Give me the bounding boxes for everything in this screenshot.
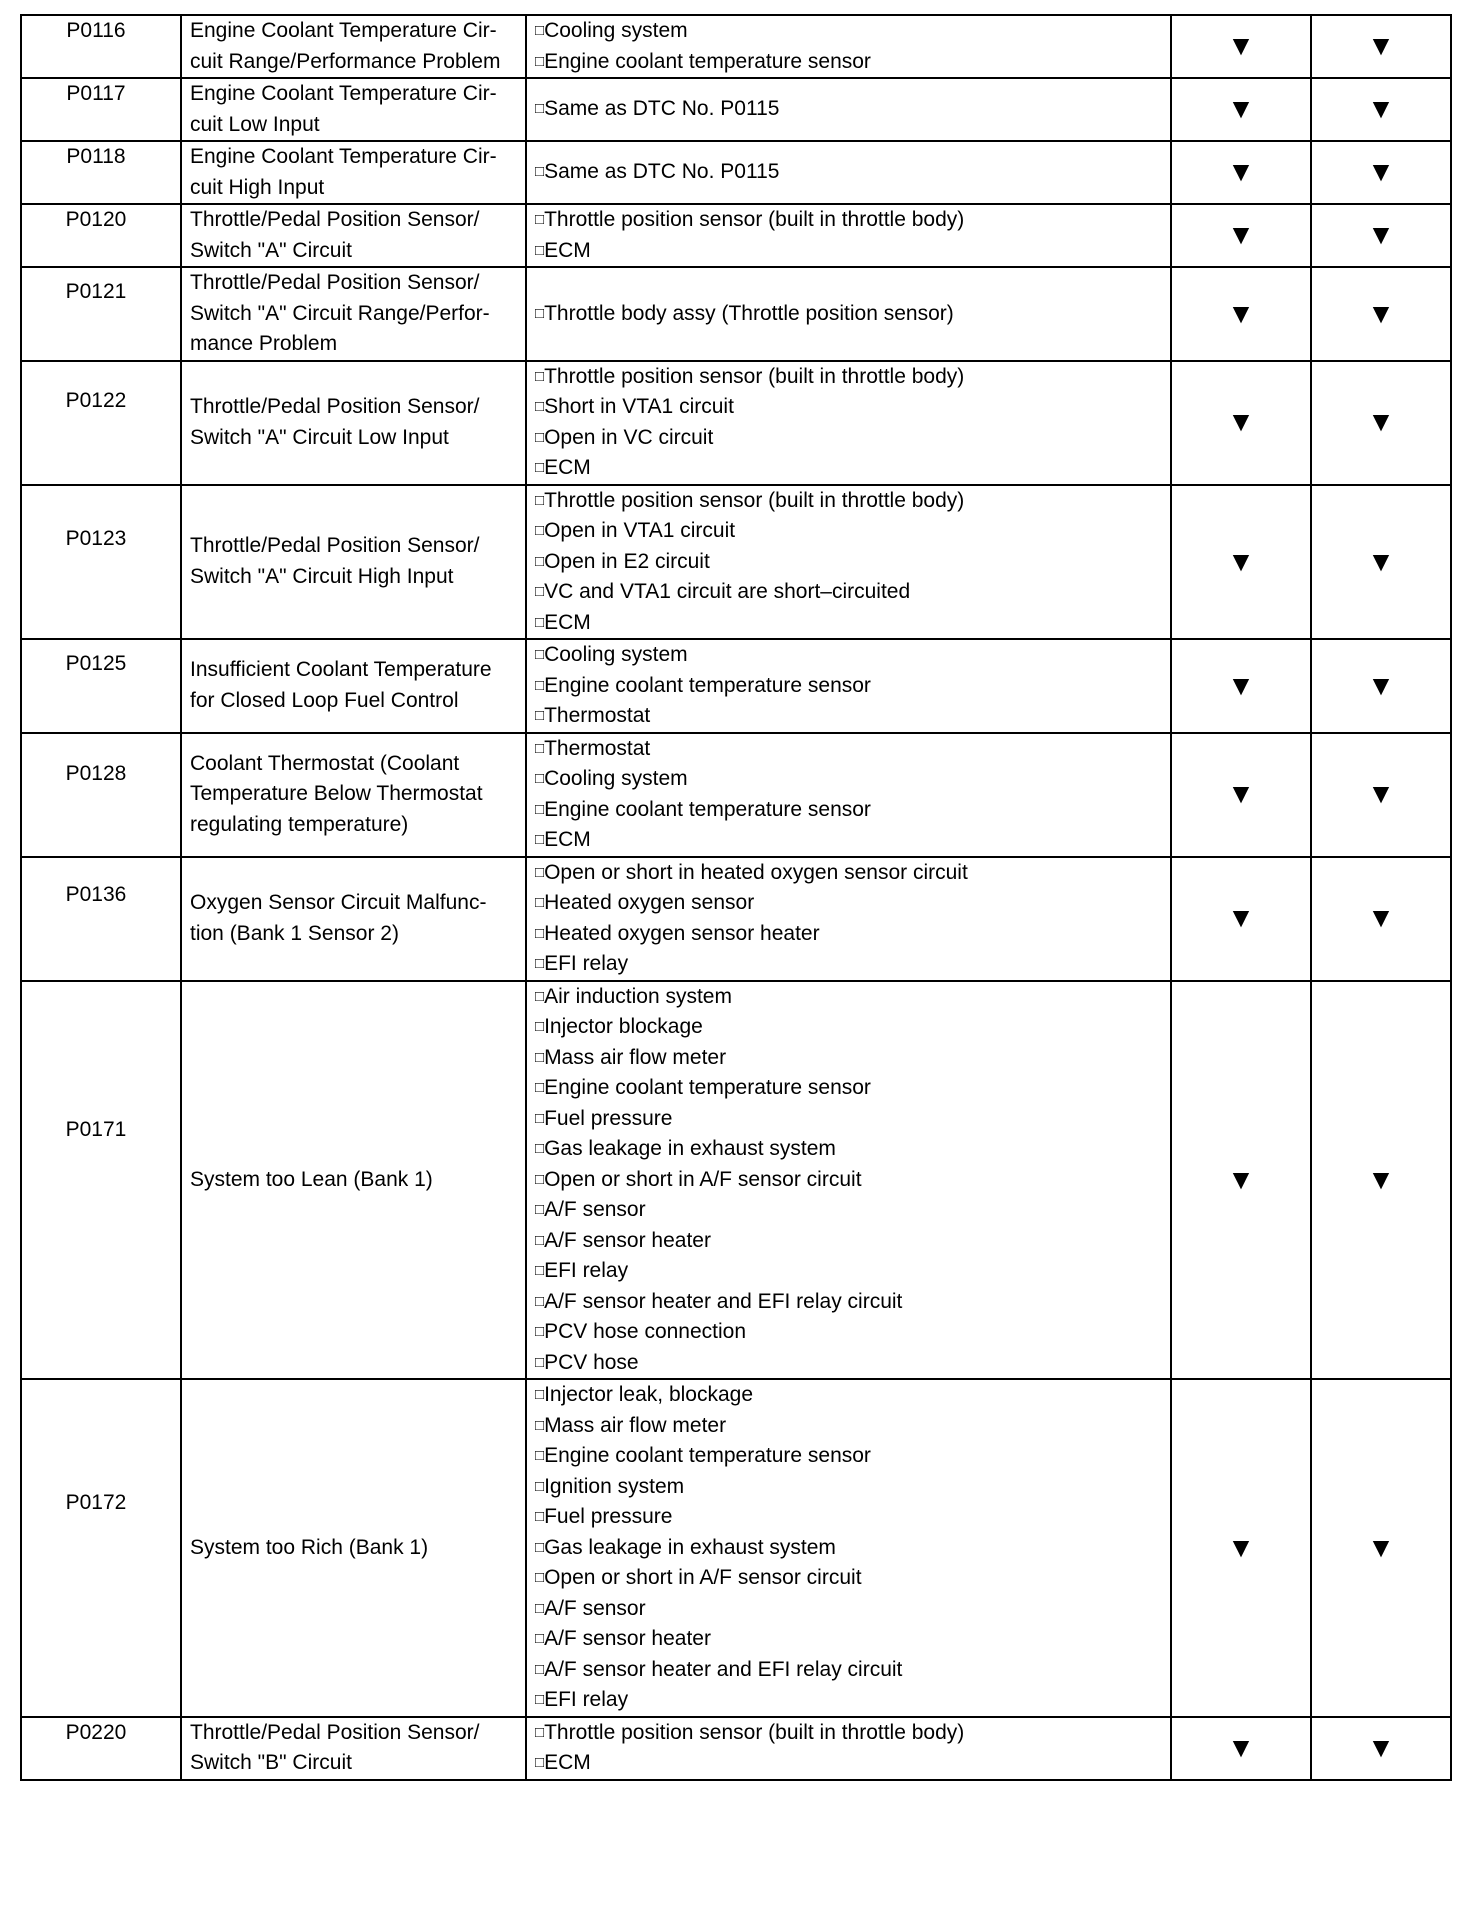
dtc-code-cell (21, 981, 181, 1380)
trouble-area-list (526, 733, 1171, 857)
bullet-box-icon: □ (535, 1353, 545, 1371)
dtc-code-cell (21, 204, 181, 267)
bullet-box-icon: □ (535, 613, 545, 631)
description-line: Throttle/Pedal Position Sensor/ (190, 271, 480, 294)
bullet-box-icon: □ (535, 1292, 545, 1310)
dtc-code: P0117 (66, 82, 126, 105)
trouble-area-text: Mass air flow meter (544, 1045, 727, 1069)
trouble-area-text: Heated oxygen sensor heater (544, 921, 820, 945)
trouble-area-text: A/F sensor heater and EFI relay circuit (544, 1289, 903, 1313)
trouble-area-list (526, 204, 1171, 267)
bullet-box-icon: □ (535, 800, 545, 818)
dtc-code: P0128 (65, 761, 127, 785)
description-line: regulating temperature) (190, 812, 409, 836)
table-row (21, 267, 1451, 361)
bullet-box-icon: □ (535, 241, 545, 259)
dtc-code-cell (21, 857, 181, 981)
description-line: mance Problem (190, 332, 338, 355)
triangle-down-icon: ▼ (1311, 857, 1451, 981)
trouble-area-text: Injector leak, blockage (544, 1383, 754, 1406)
trouble-area-text: Engine coolant temperature sensor (544, 673, 871, 697)
dtc-code-cell (21, 78, 181, 141)
table-row (21, 857, 1451, 981)
table-row (21, 1717, 1451, 1780)
dtc-code-cell (21, 485, 181, 640)
trouble-area-text: Same as DTC No. P0115 (544, 97, 780, 121)
description-line: for Closed Loop Fuel Control (190, 688, 459, 712)
trouble-area-list (526, 639, 1171, 733)
trouble-area-item (535, 825, 1170, 856)
triangle-down-icon: ▼ (1171, 267, 1311, 361)
dtc-description (181, 361, 526, 485)
trouble-area-item (535, 1256, 1170, 1287)
trouble-area-text: Ignition system (544, 1474, 685, 1498)
trouble-area-list (526, 361, 1171, 485)
bullet-box-icon: □ (535, 894, 545, 911)
triangle-down-icon: ▼ (1311, 15, 1451, 78)
trouble-area-item (535, 858, 1170, 889)
description-line: Switch "A" Circuit High Input (190, 564, 454, 588)
bullet-box-icon: □ (535, 676, 545, 694)
dtc-description (181, 204, 526, 267)
dtc-code-cell (21, 733, 181, 857)
trouble-area-list (526, 141, 1171, 204)
trouble-area-item (535, 982, 1170, 1013)
description-line: Throttle/Pedal Position Sensor/ (190, 1720, 480, 1744)
trouble-area-item (535, 1317, 1170, 1348)
trouble-area-text: EFI relay (544, 1259, 629, 1282)
trouble-area-text: Heated oxygen sensor (544, 891, 755, 914)
description-line: tion (Bank 1 Sensor 2) (190, 921, 399, 945)
trouble-area-text: ECM (544, 828, 591, 851)
bullet-box-icon: □ (535, 1170, 545, 1188)
trouble-area-item (535, 362, 1170, 393)
triangle-down-icon: ▼ (1171, 15, 1311, 78)
trouble-area-list (526, 15, 1171, 78)
bullet-box-icon: □ (535, 304, 545, 322)
trouble-area-text: ECM (544, 1751, 591, 1774)
bullet-box-icon: □ (535, 924, 545, 942)
trouble-area-item (535, 1472, 1170, 1503)
trouble-area-text: EFI relay (544, 952, 629, 975)
triangle-down-icon: ▼ (1311, 1379, 1451, 1717)
dtc-code: P0123 (65, 526, 127, 550)
triangle-down-icon: ▼ (1171, 733, 1311, 857)
dtc-code: P0122 (65, 389, 127, 412)
dtc-code: P0120 (65, 208, 127, 231)
trouble-area-item (535, 547, 1170, 578)
trouble-area-text: Same as DTC No. P0115 (544, 160, 780, 184)
dtc-code: P0136 (65, 882, 127, 906)
trouble-area-text: Engine coolant temperature sensor (544, 797, 871, 821)
trouble-area-text: EFI relay (544, 1688, 629, 1711)
bullet-box-icon: □ (535, 163, 545, 181)
dtc-table (20, 14, 1452, 1781)
trouble-area-item (535, 734, 1170, 765)
triangle-down-icon: ▼ (1311, 78, 1451, 141)
trouble-area-list (526, 1717, 1171, 1780)
trouble-area-text: Fuel pressure (544, 1505, 673, 1528)
bullet-box-icon: □ (535, 707, 545, 724)
trouble-area-text: Open in VTA1 circuit (544, 519, 736, 542)
triangle-down-icon: ▼ (1171, 485, 1311, 640)
bullet-box-icon: □ (535, 1447, 545, 1464)
table-row (21, 981, 1451, 1380)
trouble-area-item (535, 701, 1170, 732)
triangle-down-icon: ▼ (1311, 204, 1451, 267)
dtc-code-cell (21, 141, 181, 204)
description-line: Coolant Thermostat (Coolant (190, 751, 460, 775)
trouble-area-text: ECM (544, 456, 591, 479)
bullet-box-icon: □ (535, 987, 545, 1005)
bullet-box-icon: □ (535, 211, 545, 228)
bullet-box-icon: □ (535, 428, 545, 446)
trouble-area-item (535, 47, 1170, 78)
dtc-description (181, 485, 526, 640)
trouble-area-text: Throttle position sensor (built in throttle body) (544, 364, 965, 388)
trouble-area-list (526, 267, 1171, 361)
bullet-box-icon: □ (535, 1538, 545, 1556)
dtc-code: P0121 (65, 280, 127, 303)
trouble-area-item (535, 1685, 1170, 1716)
dtc-code-cell (21, 1379, 181, 1717)
description-line: cuit High Input (190, 175, 325, 199)
description-line: Engine Coolant Temperature Cir- (190, 19, 497, 42)
trouble-area-item (535, 1563, 1170, 1594)
trouble-area-item (535, 486, 1170, 517)
trouble-area-item (535, 392, 1170, 423)
trouble-area-text: A/F sensor (544, 1596, 646, 1620)
trouble-area-text: Fuel pressure (544, 1106, 673, 1130)
dtc-description (181, 1717, 526, 1780)
description-line: System too Rich (Bank 1) (190, 1535, 429, 1559)
trouble-area-text: Throttle position sensor (built in throttle body) (544, 1720, 965, 1744)
bullet-box-icon: □ (535, 22, 545, 39)
triangle-down-icon: ▼ (1311, 485, 1451, 640)
trouble-area-item (535, 1594, 1170, 1625)
bullet-box-icon: □ (535, 491, 545, 509)
trouble-area-item (535, 516, 1170, 547)
bullet-box-icon: □ (535, 646, 545, 663)
bullet-box-icon: □ (535, 863, 545, 881)
triangle-down-icon: ▼ (1311, 361, 1451, 485)
dtc-description (181, 141, 526, 204)
bullet-box-icon: □ (535, 1386, 545, 1403)
trouble-area-item (535, 1226, 1170, 1257)
trouble-area-list (526, 981, 1171, 1380)
bullet-box-icon: □ (535, 52, 545, 70)
trouble-area-text: Open or short in heated oxygen sensor circuit (544, 860, 968, 884)
trouble-area-text: PCV hose (544, 1350, 639, 1374)
description-line: Switch "B" Circuit (190, 1751, 352, 1774)
bullet-box-icon: □ (535, 1140, 545, 1157)
trouble-area-text: A/F sensor (544, 1198, 646, 1221)
description-line: Temperature Below Thermostat (190, 782, 483, 806)
dtc-code: P0125 (65, 651, 127, 675)
trouble-area-item (535, 640, 1170, 671)
bullet-box-icon: □ (535, 1201, 545, 1218)
trouble-area-text: A/F sensor heater (544, 1228, 711, 1252)
table-row (21, 204, 1451, 267)
trouble-area-item (535, 1718, 1170, 1749)
trouble-area-item (535, 764, 1170, 795)
trouble-area-text: Short in VTA1 circuit (544, 395, 734, 418)
trouble-area-item (535, 1502, 1170, 1533)
trouble-area-item (535, 453, 1170, 484)
trouble-area-item (535, 671, 1170, 702)
dtc-description (181, 981, 526, 1380)
trouble-area-text: Throttle position sensor (built in throttle body) (544, 488, 965, 512)
trouble-area-text: Injector blockage (544, 1015, 703, 1038)
description-line: Throttle/Pedal Position Sensor/ (190, 208, 480, 231)
dtc-description (181, 267, 526, 361)
trouble-area-text: Throttle body assy (Throttle position sensor) (544, 301, 954, 325)
trouble-area-text: VC and VTA1 circuit are short–circuited (544, 580, 911, 603)
dtc-code-cell (21, 15, 181, 78)
bullet-box-icon: □ (535, 1231, 545, 1249)
dtc-code-cell (21, 639, 181, 733)
table-row (21, 1379, 1451, 1717)
trouble-area-item (535, 236, 1170, 267)
dtc-code: P0172 (65, 1491, 127, 1514)
trouble-area-list (526, 857, 1171, 981)
triangle-down-icon: ▼ (1171, 361, 1311, 485)
trouble-area-item (535, 1104, 1170, 1135)
description-line: Engine Coolant Temperature Cir- (190, 82, 497, 105)
description-line: Oxygen Sensor Circuit Malfunc- (190, 891, 487, 914)
triangle-down-icon: ▼ (1171, 639, 1311, 733)
description-line: Throttle/Pedal Position Sensor/ (190, 534, 480, 558)
trouble-area-text: Gas leakage in exhaust system (544, 1535, 836, 1559)
bullet-box-icon: □ (535, 1018, 545, 1035)
trouble-area-item (535, 1533, 1170, 1564)
trouble-area-text: A/F sensor heater (544, 1627, 711, 1650)
trouble-area-text: Cooling system (544, 19, 688, 42)
triangle-down-icon: ▼ (1171, 78, 1311, 141)
trouble-area-text: Cooling system (544, 643, 688, 666)
trouble-area-text: Thermostat (544, 704, 651, 727)
table-row (21, 639, 1451, 733)
description-line: System too Lean (Bank 1) (190, 1167, 433, 1191)
bullet-box-icon: □ (535, 1691, 545, 1708)
trouble-area-item (535, 608, 1170, 639)
trouble-area-item (535, 1043, 1170, 1074)
trouble-area-text: ECM (544, 238, 591, 262)
bullet-box-icon: □ (535, 583, 545, 600)
bullet-box-icon: □ (535, 831, 545, 848)
description-line: cuit Range/Performance Problem (190, 49, 501, 73)
triangle-down-icon: ▼ (1311, 981, 1451, 1380)
trouble-area-item (535, 1073, 1170, 1104)
trouble-area-item (535, 1624, 1170, 1655)
dtc-code-cell (21, 1717, 181, 1780)
bullet-box-icon: □ (535, 1508, 545, 1525)
trouble-area-item (535, 795, 1170, 826)
bullet-box-icon: □ (535, 398, 545, 415)
dtc-code: P0118 (66, 145, 126, 168)
bullet-box-icon: □ (535, 1599, 545, 1617)
trouble-area-text: Thermostat (544, 736, 651, 760)
trouble-area-text: ECM (544, 610, 591, 634)
dtc-description (181, 857, 526, 981)
trouble-area-text: Engine coolant temperature sensor (544, 1076, 871, 1099)
dtc-description (181, 733, 526, 857)
trouble-area-list (526, 485, 1171, 640)
trouble-area-text: PCV hose connection (544, 1320, 747, 1343)
triangle-down-icon: ▼ (1311, 267, 1451, 361)
trouble-area-text: Open in VC circuit (544, 425, 714, 449)
bullet-box-icon: □ (535, 739, 545, 757)
trouble-area-item (535, 1165, 1170, 1196)
triangle-down-icon: ▼ (1171, 857, 1311, 981)
triangle-down-icon: ▼ (1171, 141, 1311, 204)
trouble-area-item (535, 888, 1170, 919)
trouble-area-text: Air induction system (544, 984, 732, 1008)
trouble-area-item (535, 157, 1170, 188)
table-row (21, 141, 1451, 204)
bullet-box-icon: □ (535, 770, 545, 787)
trouble-area-text: Engine coolant temperature sensor (544, 1444, 871, 1467)
triangle-down-icon: ▼ (1311, 733, 1451, 857)
triangle-down-icon: ▼ (1171, 1379, 1311, 1717)
trouble-area-list (526, 1379, 1171, 1717)
bullet-box-icon: □ (535, 1569, 545, 1586)
trouble-area-item (535, 1380, 1170, 1411)
description-line: Switch "A" Circuit Low Input (190, 425, 449, 449)
table-row (21, 485, 1451, 640)
trouble-area-item (535, 16, 1170, 47)
trouble-area-item (535, 1748, 1170, 1779)
trouble-area-item (535, 1287, 1170, 1318)
table-row (21, 361, 1451, 485)
bullet-box-icon: □ (535, 955, 545, 972)
dtc-code: P0116 (66, 19, 126, 42)
bullet-box-icon: □ (535, 459, 545, 476)
bullet-box-icon: □ (535, 1660, 545, 1678)
bullet-box-icon: □ (535, 1754, 545, 1771)
trouble-area-item (535, 94, 1170, 125)
description-line: Switch "A" Circuit Range/Perfor- (190, 301, 490, 325)
trouble-area-text: Gas leakage in exhaust system (544, 1137, 836, 1160)
description-line: Throttle/Pedal Position Sensor/ (190, 395, 480, 418)
bullet-box-icon: □ (535, 1323, 545, 1340)
trouble-area-item (535, 1134, 1170, 1165)
trouble-area-item (535, 1348, 1170, 1379)
trouble-area-item (535, 1655, 1170, 1686)
trouble-area-item (535, 949, 1170, 980)
trouble-area-item (535, 919, 1170, 950)
bullet-box-icon: □ (535, 1630, 545, 1647)
dtc-description (181, 15, 526, 78)
table-row (21, 78, 1451, 141)
bullet-box-icon: □ (535, 367, 545, 385)
dtc-description (181, 639, 526, 733)
trouble-area-item (535, 205, 1170, 236)
bullet-box-icon: □ (535, 1477, 545, 1495)
dtc-code-cell (21, 267, 181, 361)
trouble-area-text: Open or short in A/F sensor circuit (544, 1167, 862, 1191)
dtc-code: P0171 (65, 1117, 127, 1141)
description-line: Switch "A" Circuit (190, 238, 352, 262)
trouble-area-text: Open in E2 circuit (544, 549, 710, 573)
bullet-box-icon: □ (535, 552, 545, 570)
trouble-area-item (535, 1012, 1170, 1043)
triangle-down-icon: ▼ (1311, 141, 1451, 204)
trouble-area-text: Open or short in A/F sensor circuit (544, 1566, 862, 1589)
trouble-area-text: Cooling system (544, 767, 688, 790)
bullet-box-icon: □ (535, 1048, 545, 1066)
trouble-area-item (535, 577, 1170, 608)
dtc-code-cell (21, 361, 181, 485)
trouble-area-item (535, 299, 1170, 330)
description-line: cuit Low Input (190, 112, 320, 136)
dtc-description (181, 78, 526, 141)
trouble-area-item (535, 1441, 1170, 1472)
bullet-box-icon: □ (535, 1079, 545, 1096)
table-row (21, 15, 1451, 78)
triangle-down-icon: ▼ (1171, 204, 1311, 267)
trouble-area-item (535, 1411, 1170, 1442)
trouble-area-text: Engine coolant temperature sensor (544, 49, 871, 73)
bullet-box-icon: □ (535, 1262, 545, 1279)
trouble-area-list (526, 78, 1171, 141)
bullet-box-icon: □ (535, 522, 545, 539)
bullet-box-icon: □ (535, 100, 545, 118)
dtc-description (181, 1379, 526, 1717)
description-line: Engine Coolant Temperature Cir- (190, 145, 497, 168)
triangle-down-icon: ▼ (1311, 1717, 1451, 1780)
trouble-area-item (535, 1195, 1170, 1226)
trouble-area-text: A/F sensor heater and EFI relay circuit (544, 1657, 903, 1681)
description-line: Insufficient Coolant Temperature (190, 658, 492, 682)
table-row (21, 733, 1451, 857)
dtc-code: P0220 (65, 1720, 127, 1744)
bullet-box-icon: □ (535, 1109, 545, 1127)
bullet-box-icon: □ (535, 1723, 545, 1741)
trouble-area-item (535, 423, 1170, 454)
triangle-down-icon: ▼ (1171, 981, 1311, 1380)
bullet-box-icon: □ (535, 1416, 545, 1434)
triangle-down-icon: ▼ (1171, 1717, 1311, 1780)
trouble-area-text: Throttle position sensor (built in throttle body) (544, 208, 965, 231)
trouble-area-text: Mass air flow meter (544, 1413, 727, 1437)
triangle-down-icon: ▼ (1311, 639, 1451, 733)
